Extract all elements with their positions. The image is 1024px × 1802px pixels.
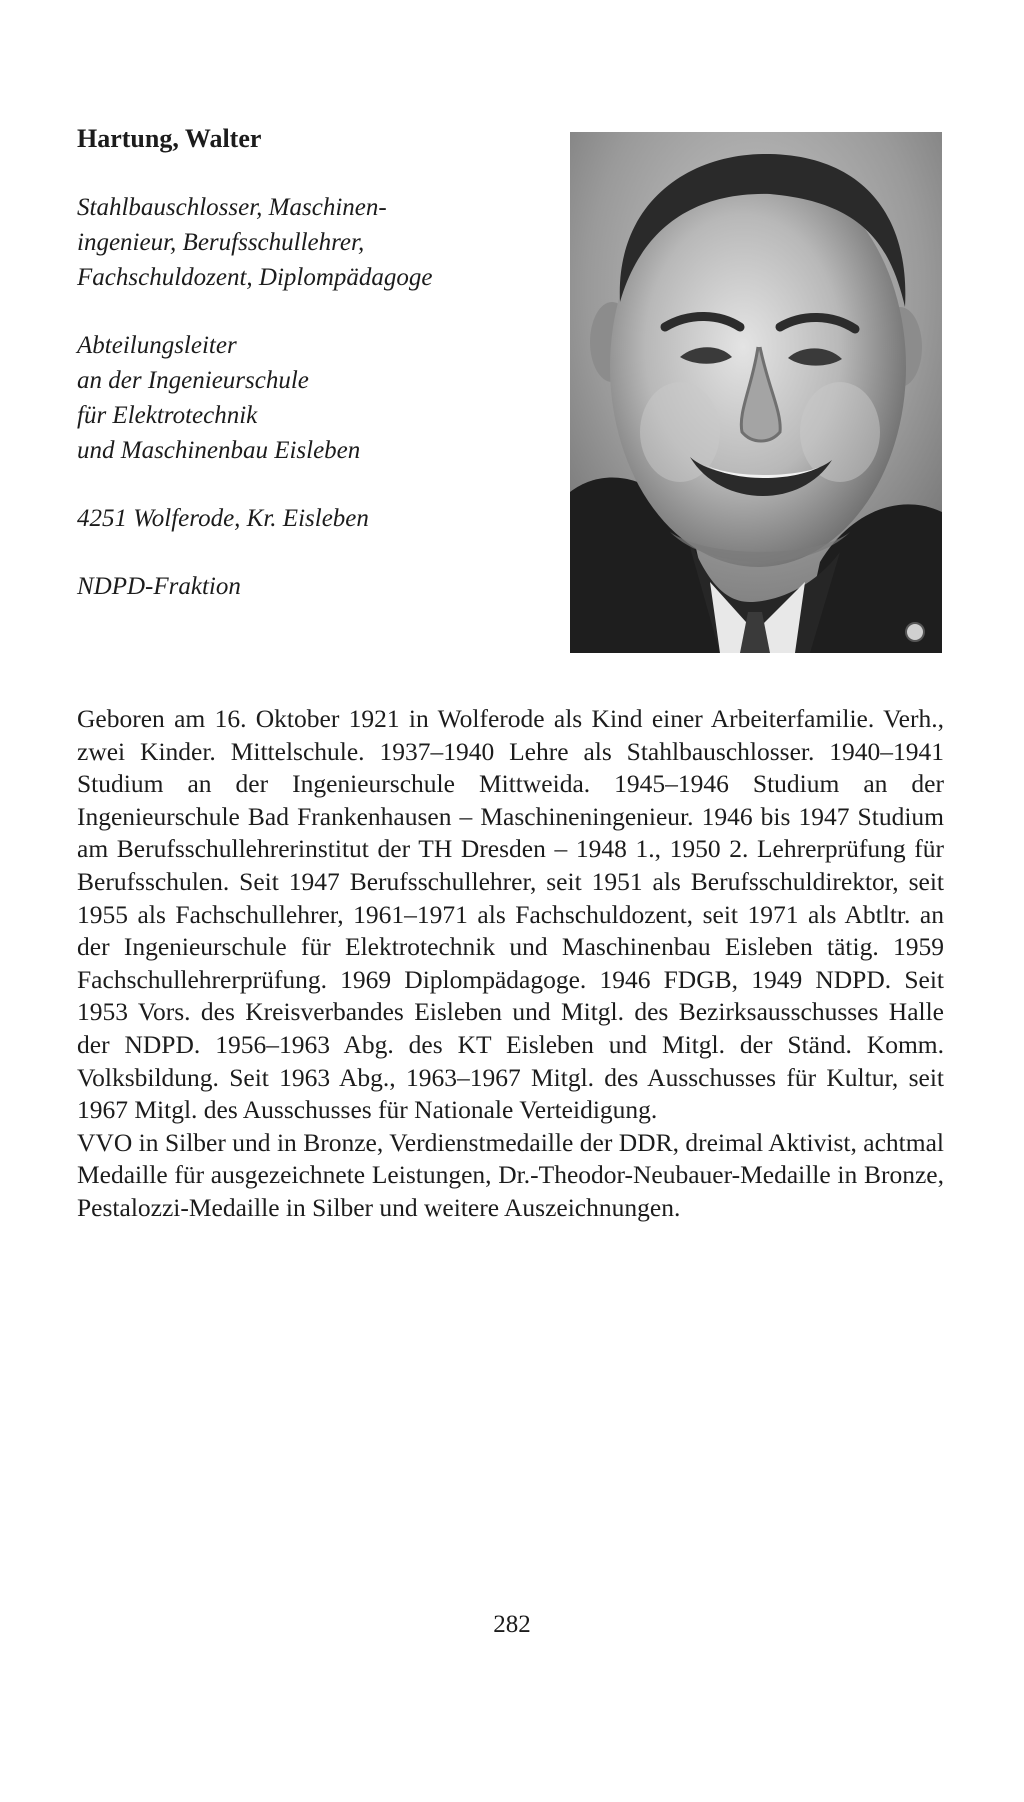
address: 4251 Wolferode, Kr. Eisleben [77,505,369,532]
position-line: für Elektrotechnik [77,402,258,429]
profession-line: Fachschuldozent, Diplompädagoge [77,264,433,291]
profession-line: ingenieur, Berufsschullehrer, [77,229,365,256]
position-line: Abteilungsleiter [77,332,237,359]
professions [77,190,547,295]
person-name: Hartung, Walter [77,124,262,153]
biography-paragraph: Geboren am 16. Oktober 1921 in Wolferode als Kind einer Arbeiterfamilie. Verh., zwei Kinder. Mittelschule. 1937–1940 Lehre als Stahlbauschlosser. 1940–1941 Studium an der Ingenieurschule Mittweida. 1945–1946 Studium an der Ingenieurschule Bad Frankenhausen – Maschineningenieur. 1946 bis 1947 Studium am Berufsschullehrerinstitut der TH Dresden – 1948 1., 1950 2. Lehrerprüfung für Berufsschulen. Seit 1947 Berufsschullehrer, seit 1951 als Berufsschuldirektor, seit 1955 als Fachschullehrer, 1961–1971 als Fachschuldozent, seit 1971 als Abtltr. an der Ingenieurschule für Elektrotechnik und Maschinenbau Eisleben tätig. 1959 Fachschullehrerprüfung. 1969 Diplompädagoge. 1946 FDGB, 1949 NDPD. Seit 1953 Vors. des Kreisverbandes Eisleben und Mitgl. des Bezirksausschusses Halle der NDPD. 1956–1963 Abg. des KT Eisleben und Mitgl. der Ständ. Komm. Volksbildung. Seit 1963 Abg., 1963–1967 Mitgl. des Ausschusses für Kultur, seit 1967 Mitgl. des Ausschusses für Nationale Verteidigung. [77,704,944,1125]
page-number: 282 [493,1611,531,1638]
biography [77,703,944,1225]
current-position [77,328,547,468]
awards-paragraph: VVO in Silber und in Bronze, Verdienstmedaille der DDR, dreimal Aktivist, achtmal Medaille für ausgezeichnete Leistungen, Dr.-Theodor-Neubauer-Medaille in Bronze, Pestalozzi-Medaille in Silber und weitere Auszeichnungen. [77,1127,944,1222]
portrait-photo-icon [570,132,942,653]
faction: NDPD-Fraktion [77,573,241,600]
position-line: an der Ingenieurschule [77,367,309,394]
entry-header [77,122,547,604]
position-line: und Maschinenbau Eisleben [77,437,361,464]
profession-line: Stahlbauschlosser, Maschinen- [77,194,387,221]
